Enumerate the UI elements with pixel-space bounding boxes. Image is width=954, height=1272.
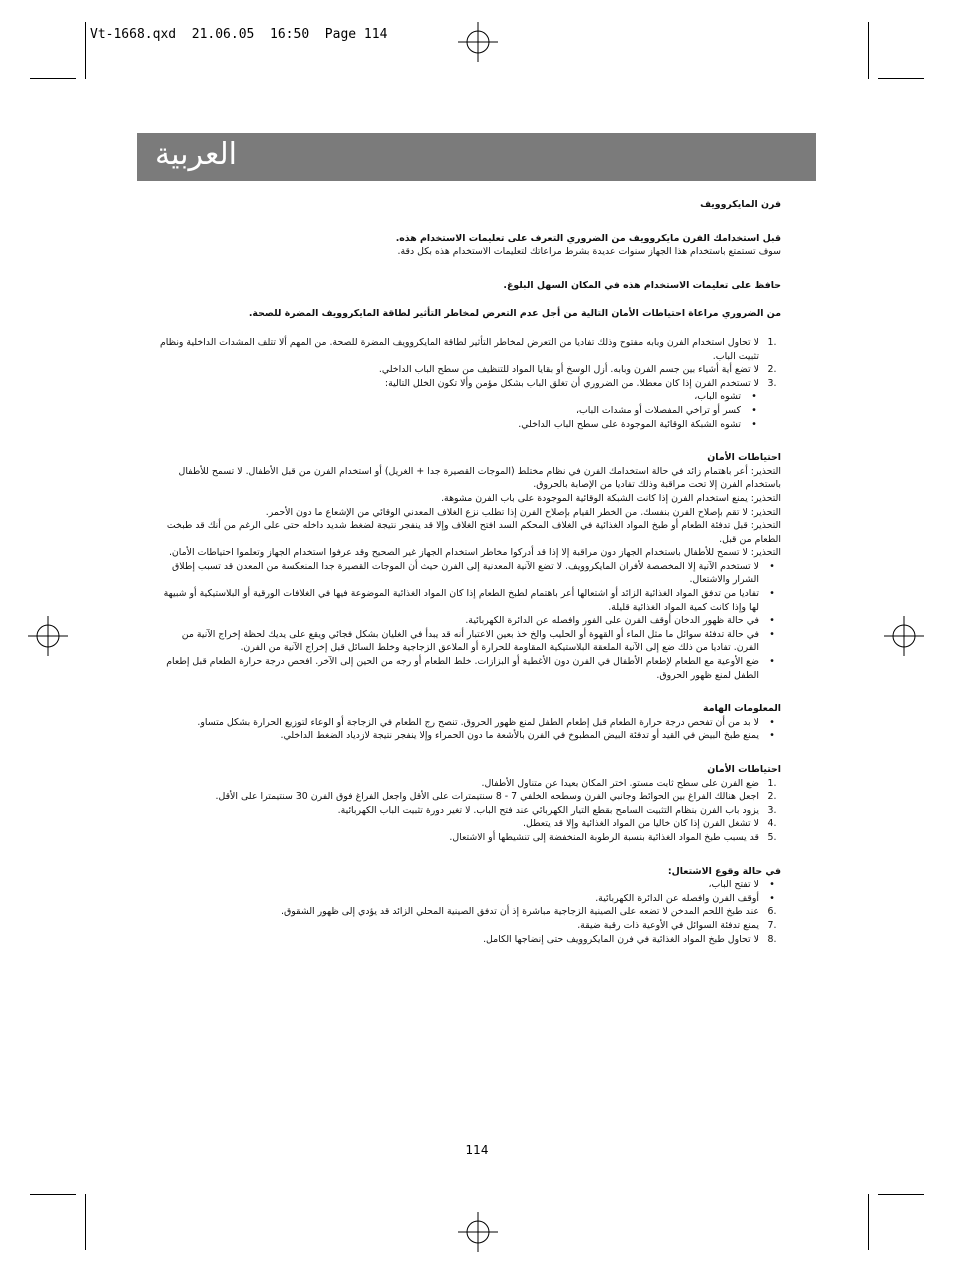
list-item: • كسر أو تراخي المفصلات أو مشدات الباب، [575, 404, 757, 416]
numbered-list [155, 905, 781, 946]
numbered-list [155, 777, 781, 845]
paragraph-bold: من الضروري مراعاة احتياطات الأمان التالية من أجل عدم التعرض لمخاطر التأثير لطاقة المايكروويف المضرة للصحة. [248, 308, 781, 320]
warning-paragraph: التحذير: قبل تدفئة الطعام أو طبخ المواد الغذائية في الغلاف المحكم السد افتح الغلاف وإلا قد ينفجر نتيجة لضغط شديد داخله حتى على الرغم من أنك قد طبخت الطعام من قبل. [166, 520, 781, 545]
bullet-list [155, 390, 781, 431]
list-item: • تشوه الشبكة الوقائية الموجودة على سطح الباب الداخلي. [518, 418, 757, 430]
list-item: • في حالة تدفئة سوائل ما مثل الماء أو القهوة أو الحليب والخ خذ بعين الاعتبار أنه قد يبدأ في الغليان بشكل فجائي ويقع على يديك لحظة إخراج الآنية من الفرن. تفاديا من ذلك ضع إلى الآنية الملعقة البلاستيكية المقاومة للحرارة أو الملاعق الزجاجية وخلط السائل قبل إخراج الآنية من الفرن. [181, 628, 775, 654]
registration-mark-right [884, 616, 924, 656]
bullet-list [155, 560, 781, 682]
numbered-list [155, 336, 781, 390]
list-item: • في حالة ظهور الدخان أوقف الفرن على الفور وافصله عن الدائرة الكهربائية. [465, 615, 775, 627]
registration-mark-left [28, 616, 68, 656]
section-title: احتياطات الأمان [707, 764, 781, 775]
page-number: 114 [465, 1143, 489, 1157]
list-item: • يمنع طبخ البيض في القيد أو تدفئة البيض المطبوخ في الفرن بالأشعة ما دون الحمراء وإلا ينفجر نتيجة لازدياد الضغط الداخلي. [280, 730, 775, 742]
warning-paragraph: التحذير: يمنع استخدام الفرن إذا كانت الشبكة الوقائية الموجودة على باب الفرن مشوهة. [441, 492, 781, 504]
list-item: 2. اجعل هنالك الفراغ بين الحوائط وجانبي الفرن وسطحه الخلفي 7 - 8 سنتيمترات على الأقل واجعل الفراغ فوق الفرن 30 سنتيمترا على الأقل. [215, 791, 777, 803]
crop-mark [868, 22, 869, 79]
list-item: • تفاديا من تدفق المواد الغذائية الزائد أو اشتعالها أعر باهتمام لطبخ الطعام إذا كان المواد الغذائية الموضوعة فيها في الغلافات الورقية أو البلاستيكية أو شبيهة لها وإذا كانت كمية المواد الغذائية قليلة. [163, 588, 775, 613]
list-item: • لا تفتح الباب، [708, 879, 775, 891]
banner-title: العربية [155, 137, 237, 172]
list-item: 3. يزود باب الفرن بنظام التثبيت السامح بقطع التيار الكهربائي عند فتح الباب. لا تغير دورة تثبيت الباب الكهربائية. [337, 804, 777, 816]
bullet-list [155, 878, 781, 905]
section-title: فرن المايكروويف [700, 199, 781, 210]
crop-mark [878, 1194, 924, 1195]
list-item: • أوقف الفرن وافصله عن الدائرة الكهربائية. [595, 892, 775, 904]
warning-paragraph: التحذير: لا تسمح للأطفال باستخدام الجهاز دون مراقبة إلا إذا قد أدركوا مخاطر استخدام الجهاز غير الصحيح وقد عرفوا استخدام الجهاز وتعلموا احتياطات الأمان. [168, 547, 781, 559]
language-banner [137, 133, 816, 181]
list-item: 1. ضع الفرن على سطح ثابت مستو. اختر المكان بعيدا عن متناول الأطفال. [481, 777, 777, 789]
paragraph: سوف تستمتع باستخدام هذا الجهاز سنوات عديدة بشرط مراعاتك لتعليمات الاستخدام هذه بكل دقة. [397, 246, 781, 258]
print-slug: Vt-1668.qxd 21.06.05 16:50 Page 114 [90, 27, 388, 42]
paragraph-bold: قبل استخدامك الفرن مايكروويف من الضروري التعرف على تعليمات الاستخدام هذه. [395, 232, 781, 244]
section-title: احتياطات الأمان [707, 452, 781, 464]
list-item: 4. لا تشغل الفرن إذا كان خاليا من المواد الغذائية وإلا قد يتعطل. [522, 818, 777, 830]
registration-mark-top [458, 22, 498, 62]
list-item: • تشوه الباب، [694, 391, 757, 403]
crop-mark [30, 1194, 76, 1195]
list-item: 1. لا تحاول استخدام الفرن وبابه مفتوح وذلك تفاديا من التعرض لمخاطر التأثير لطاقة المايكروويف المضرة للصحة. من المهم ألا تتلف المشدات الداخلية ونظام تثبيت الباب. [159, 336, 777, 362]
warning-paragraph: التحذير: أعر باهتمام زائد في حالة استخدامك الفرن في نظام مختلط (الموجات القصيرة جدا + الغريل) أو استخدام الفرن من قبل الأطفال. لا تسمح للأطفال باستخدام الفرن إلا تحت مراقبة وذلك تفاديا من الإصابة بالحروق. [178, 465, 781, 491]
list-item: 8. لا تحاول طبخ المواد الغذائية في فرن المايكروويف حتى إنضاجها الكامل. [483, 933, 777, 945]
list-item: • لا بد من أن تفحص درجة حرارة الطعام قبل إطعام الطفل لمنع ظهور الحروق. تنصح رج الطعام في الزجاجة أو الوعاء لتوزيع الحرارة بشكل متساو. [197, 716, 775, 728]
registration-mark-bottom [458, 1212, 498, 1252]
crop-mark [30, 78, 76, 79]
bullet-list [155, 716, 781, 743]
document-body [155, 198, 781, 946]
list-item: • لا تستخدم الآنية إلا المخصصة لأفران المايكروويف. لا تضع الآنية المعدنية إلى الفرن حيث أن الموجات القصيرة جدا المنعكسة من المعدن قد تسبب إطلاق الشرار والاشتعال. [171, 560, 775, 586]
section-title: في حالة وقوع الاشتعال: [667, 865, 781, 877]
crop-mark [85, 22, 86, 79]
warning-paragraph: التحذير: لا تقم بإصلاح الفرن بنفسك. من الخطر القيام بإصلاح الفرن إذا تطلب نزع الغلاف المعدني الوقائي من الإشعاع ما دون الأحمر. [265, 506, 781, 518]
list-item: • ضع الأوعية مع الطعام لإطعام الأطفال في الفرن دون الأغطية أو البزازات. خلط الطعام أو رجه من الحين إلى الآخر. افحص درجة حرارة الطعام قبل إطعام الطفل لمنع ظهور الحروق. [166, 656, 775, 681]
crop-mark [868, 1194, 869, 1250]
section-title: المعلومات الهامة [703, 703, 781, 715]
list-item: 7. يمنع تدفئة السوائل في الأوعية ذات رقبة ضيقة. [577, 919, 777, 931]
list-item: 3. لا تستخدم الفرن إذا كان معطلا. من الضروري أن تغلق الباب بشكل مؤمن وألا تكون الخلل التالية: [384, 377, 777, 389]
list-item: 6. عند طبخ اللحم المدخن لا تضعه على الصينية الزجاجية مباشرة إذ أن تدفق الصينية المحلي الزائد قد يؤدي إلى ظهور الشقوق. [281, 906, 777, 918]
paragraph-bold: حافظ على تعليمات الاستخدام هذه في المكان السهل البلوغ. [503, 279, 781, 291]
crop-mark [878, 78, 924, 79]
crop-mark [85, 1194, 86, 1250]
list-item: 2. لا تضع أية أشياء بين جسم الفرن وبابه. أزل الوسخ أو بقايا المواد للتنظيف من سطح الباب الداخلي. [378, 364, 777, 376]
list-item: 5. قد يسبب طبخ المواد الغذائية بنسبة الرطوبة المنخفضة إلى تنشيطها أو الاشتعال. [449, 831, 777, 843]
